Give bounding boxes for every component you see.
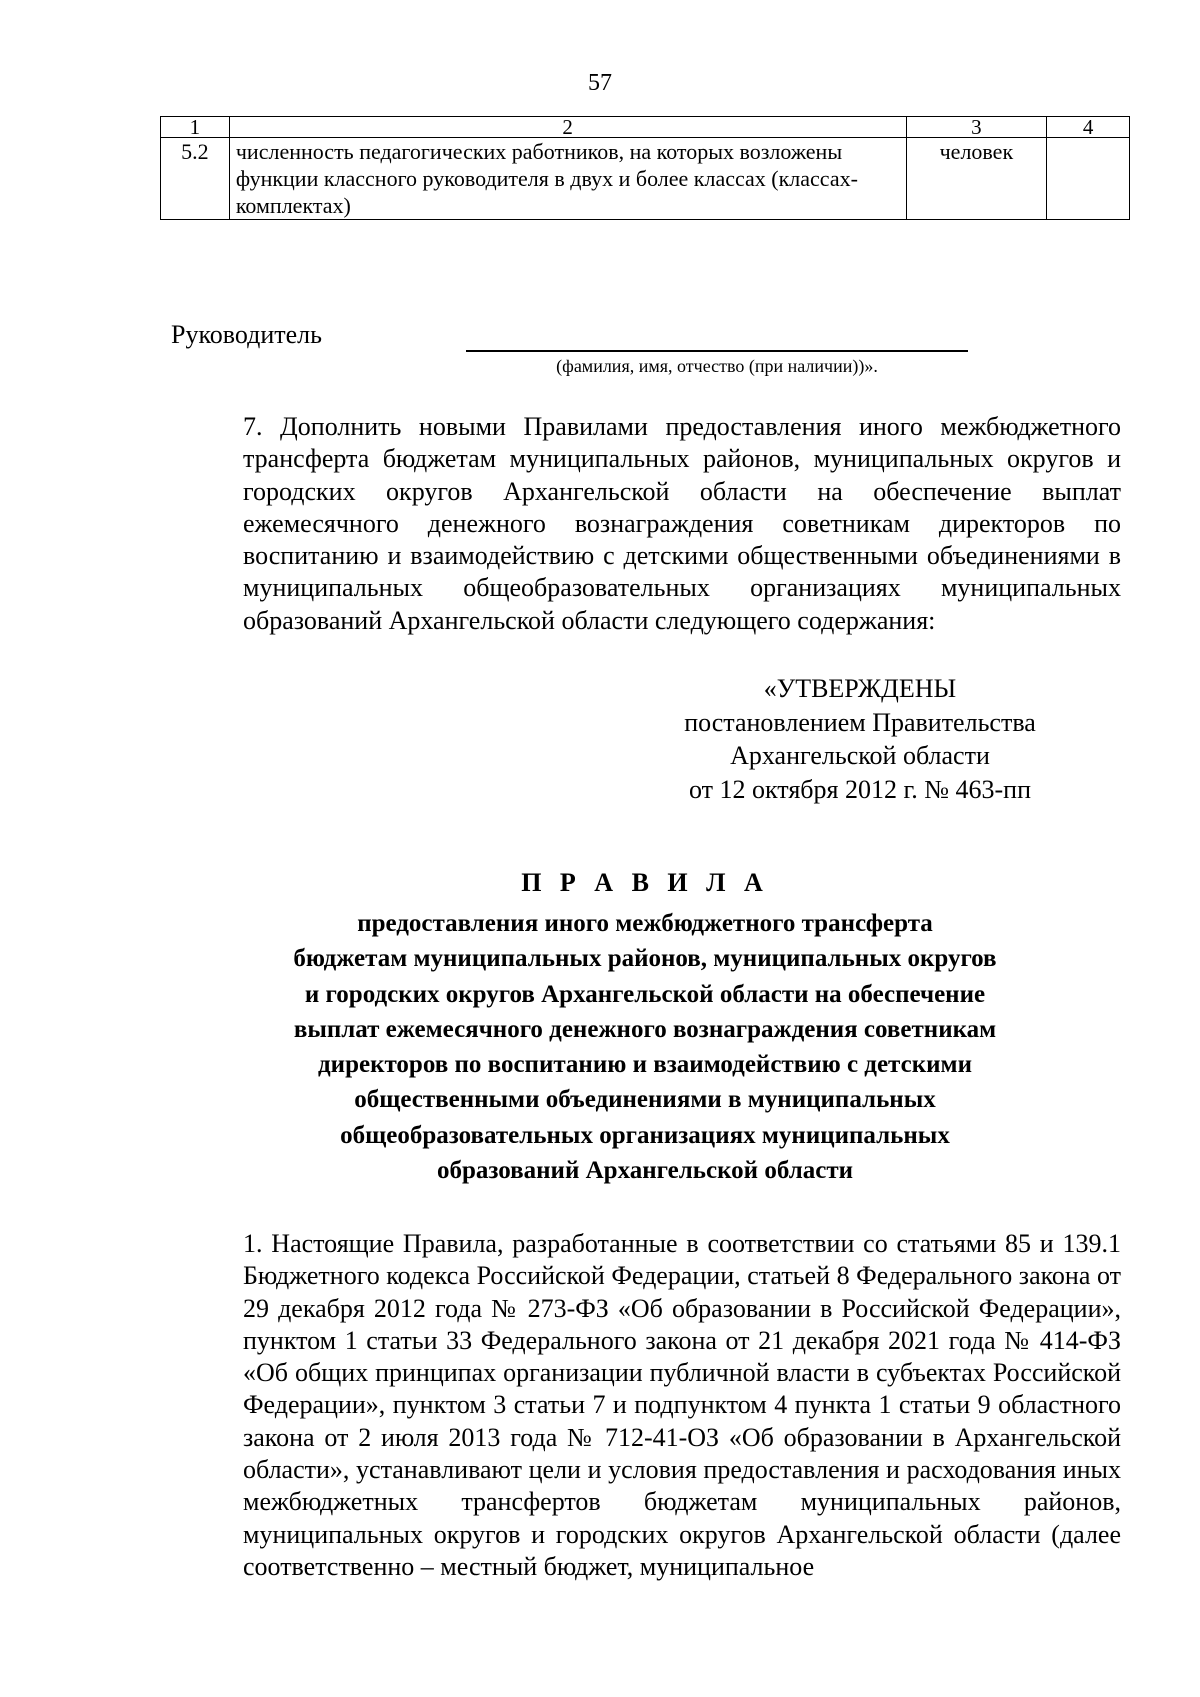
table-header-cell-3: 3 — [906, 117, 1047, 138]
table-row — [161, 138, 1130, 220]
approval-block — [620, 672, 1100, 806]
rules-subtitle-line: общеобразовательных организациях муниципальных — [340, 1121, 950, 1149]
approval-line-3: Архангельской области — [730, 741, 990, 770]
approval-line-2: постановлением Правительства — [684, 707, 1036, 737]
approval-line-4: от 12 октября 2012 г. № 463-пп — [689, 774, 1031, 804]
rules-subtitle-line: бюджетам муниципальных районов, муниципальных округов — [293, 945, 997, 973]
paragraph-7-text: 7. Дополнить новыми Правилами предоставления иного межбюджетного трансферта бюджетам муниципальных районов, муниципальных округов и городских округов Архангельской области на обеспечение выплат ежемесячного денежного вознаграждения советникам директоров по воспитанию и взаимодействию с детскими общественными объединениями в муниципальных общеобразовательных организациях муниципальных образований Архангельской области следующего содержания: — [243, 412, 1121, 635]
rules-title: П Р А В И Л А — [521, 868, 769, 897]
row-unit-cell: человек — [906, 138, 1047, 220]
rules-subtitle-line: предоставления иного межбюджетного трансферта — [357, 910, 933, 937]
table-header-cell-2: 2 — [229, 117, 906, 138]
indicator-table — [160, 116, 1130, 220]
rules-subtitle-line: образований Архангельской области — [436, 1157, 854, 1185]
rules-subtitle — [160, 906, 1130, 1188]
page-number: 57 — [588, 70, 612, 96]
table-header-row — [161, 117, 1130, 138]
row-value-cell — [1047, 138, 1130, 220]
paragraph-7 — [171, 411, 1121, 637]
rules-subtitle-line: и городских округов Архангельской области на обеспечение — [304, 980, 986, 1008]
signature-line — [466, 350, 968, 352]
rules-subtitle-line: директоров по воспитанию и взаимодействию с детскими — [318, 1051, 972, 1079]
paragraph-1-text: 1. Настоящие Правила, разработанные в соответствии со статьями 85 и 139.1 Бюджетного кодекса Российской Федерации, статьей 8 Федерального закона от 29 декабря 2012 года № 273-ФЗ «Об образовании в Российской Федерации», пунктом 1 статьи 33 Федерального закона от 21 декабря 2021 года № 414-ФЗ «Об общих принципах организации публичной власти в субъектах Российской Федерации», пунктом 3 статьи 7 и подпунктом 4 пункта 1 статьи 9 областного закона от 2 июля 2013 года № 712-41-ОЗ «Об образовании в Архангельской области», устанавливают цели и условия предоставления и расходования иных межбюджетных трансфертов бюджетам муниципальных районов, муниципальных округов и городских округов Архангельской области (далее соответственно – местный бюджет, муниципальное — [243, 1229, 1121, 1581]
approval-line-1: «УТВЕРЖДЕНЫ — [763, 674, 957, 703]
row-text-cell: численность педагогических работников, на которых возложены функции классного руководителя в двух и более классах (классах-комплектах) — [229, 138, 906, 220]
row-number-cell: 5.2 — [161, 138, 230, 220]
signature-label: Руководитель — [171, 320, 322, 349]
rules-subtitle-line: общественными объединениями в муниципальных — [354, 1086, 936, 1114]
table-header-cell-4: 4 — [1047, 117, 1130, 138]
paragraph-1 — [171, 1228, 1121, 1583]
table-header-cell-1: 1 — [161, 117, 230, 138]
signature-caption: (фамилия, имя, отчество (при наличии))». — [556, 356, 878, 376]
rules-subtitle-line: выплат ежемесячного денежного вознаграждения советникам — [293, 1015, 997, 1043]
